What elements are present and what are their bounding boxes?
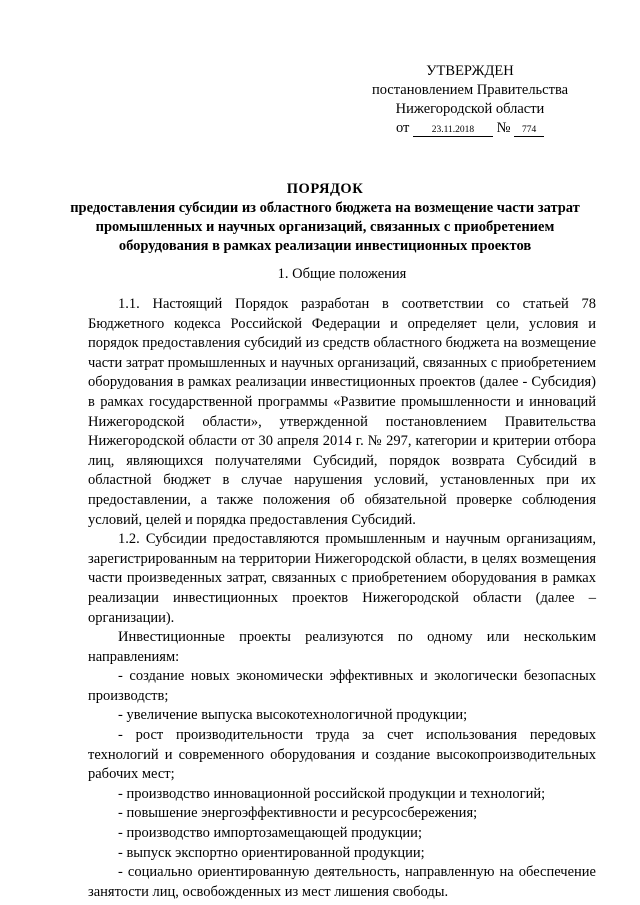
number-label: №: [496, 120, 511, 136]
approval-authority-line1: постановлением Правительства: [371, 82, 569, 98]
title-subtitle: предоставления субсидии из областного бюджета на возмещение части затрат промышленных и научных организаций, связанных с приобретением оборудования в рамках реализации инвестиционных проектов: [70, 200, 580, 254]
document-body: [88, 295, 596, 902]
title-heading: ПОРЯДОК: [286, 181, 364, 197]
approval-title: УТВЕРЖДЕН: [426, 63, 514, 79]
list-item: - повышение энергоэффективности и ресурсосбережения;: [118, 805, 478, 822]
list-item: - выпуск экспортно ориентированной продукции;: [118, 844, 425, 861]
approval-authority-line2: Нижегородской области: [395, 101, 545, 117]
paragraph: 1.2. Субсидии предоставляются промышленным и научным организациям, зарегистрированным на территории Нижегородской области, в целях возмещения части произведенных затрат, связанных с приобретением оборудования в рамках реализации инвестиционных проектов Нижегородской области (далее – организации).: [88, 531, 596, 626]
list-item: - создание новых экономически эффективных и экологически безопасных производств;: [88, 668, 596, 704]
approval-date-line: [360, 119, 580, 138]
approval-number: 774: [514, 124, 544, 137]
list-item: - социально ориентированную деятельность, направленную на обеспечение занятости лиц, освобожденных из мест лишения свободы.: [88, 864, 596, 900]
list-item: - производство импортозамещающей продукции;: [118, 825, 422, 842]
approval-block: [360, 62, 580, 138]
list-item: - увеличение выпуска высокотехнологичной продукции;: [118, 707, 468, 724]
document-title: [60, 180, 590, 256]
paragraph: Инвестиционные проекты реализуются по одному или нескольким направлениям:: [88, 629, 596, 665]
date-from-label: от: [395, 120, 410, 136]
approval-date: 23.11.2018: [413, 124, 493, 137]
section-heading: 1. Общие положения: [277, 266, 407, 282]
paragraph: 1.1. Настоящий Порядок разработан в соответствии со статьей 78 Бюджетного кодекса Российской Федерации и определяет цели, условия и порядок предоставления субсидий из средств областного бюджета на возмещение части затрат промышленных и научных организаций, связанных с приобретением оборудования в рамках реализации инвестиционных проектов (далее - Субсидия) в рамках государственной программы «Развитие промышленности и инноваций Нижегородской области», утвержденной постановлением Правительства Нижегородской области от 30 апреля 2014 г. № 297, категории и критерии отбора лиц, являющихся получателями Субсидий, порядок возврата Субсидий в областной бюджет в случае нарушения условий, установленных при их предоставлении, а также положения об обязательной проверке соблюдения условий, целей и порядка предоставления Субсидий.: [88, 296, 596, 528]
list-item: - рост производительности труда за счет использования передовых технологий и современного оборудования и создание высокопроизводительных рабочих мест;: [88, 727, 596, 783]
list-item: - производство инновационной российской продукции и технологий;: [118, 785, 546, 802]
